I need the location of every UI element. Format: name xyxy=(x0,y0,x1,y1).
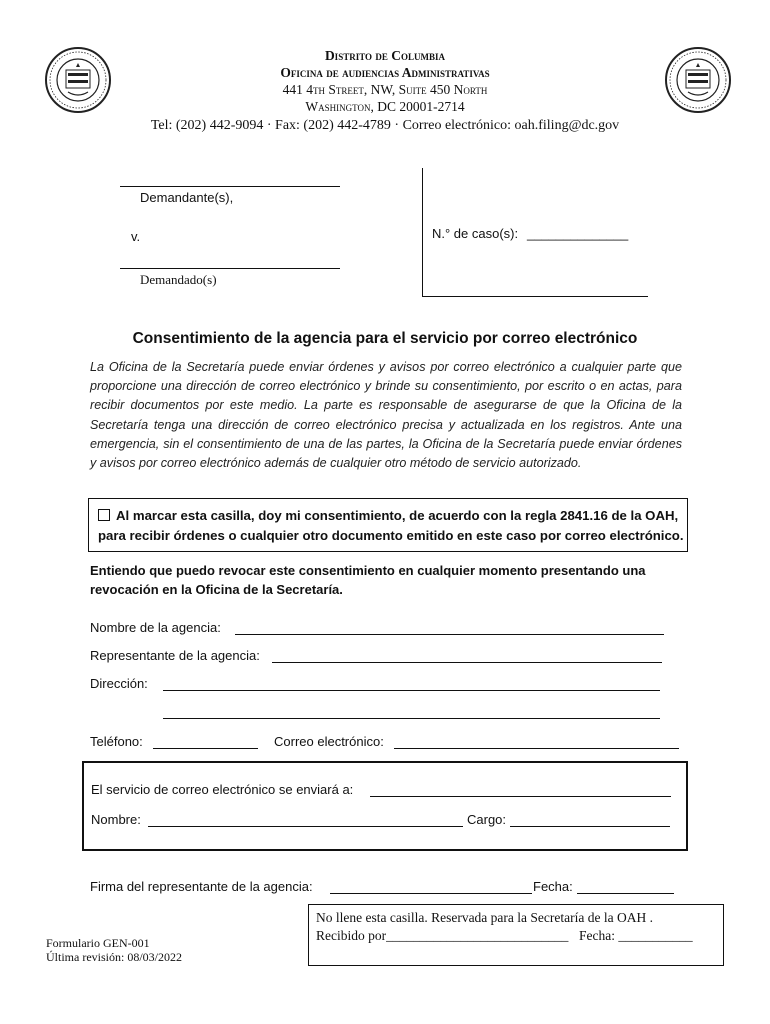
clerk-date: Fecha: ___________ xyxy=(579,928,693,943)
header-street: 441 4th Street, NW, Suite 450 North xyxy=(282,82,488,97)
case-number-field[interactable]: ______________ xyxy=(527,226,629,241)
address-field-1[interactable] xyxy=(163,690,660,691)
service-title-label: Cargo: xyxy=(467,812,507,827)
revocation-line-2: revocación en la Oficina de la Secretaría. xyxy=(90,582,343,597)
form-revision: Última revisión: 08/03/2022 xyxy=(46,950,182,964)
clerk-received: Recibido por___________________________ xyxy=(316,928,569,943)
consent-text-1: Al marcar esta casilla, doy mi consentimiento, de acuerdo con la regla 2841.16 de la OAH, xyxy=(116,508,679,523)
intro-paragraph: La Oficina de la Secretaría puede enviar órdenes y avisos por correo electrónico a cualquier parte que proporcione una dirección de correo electrónico y brinde su consentimiento, por escrito o en actas, para recibir documentos por este medio. La parte es responsable de asegurarse de que la Oficina de la Secretaría tenga una dirección de correo electrónico precisa y actualizada en los registros. Ante una emergencia, sin el consentimiento de una de las partes, la Oficina de la Secretaría puede enviar órdenes y avisos por correo electrónico además de cualquier otro método de servicio autorizado. xyxy=(90,360,682,471)
case-number-label: N.° de caso(s): xyxy=(432,226,519,241)
address-field-2[interactable] xyxy=(163,718,660,719)
send-to-field[interactable] xyxy=(370,796,671,797)
header-office: Oficina de audiencias Administrativas xyxy=(280,65,490,80)
phone-label: Teléfono: xyxy=(90,734,143,749)
signature-date-label: Fecha: xyxy=(533,879,573,894)
plaintiff-line xyxy=(120,186,340,187)
revocation-line-1: Entiendo que puedo revocar este consentimiento en cualquier momento presentando una xyxy=(90,563,646,578)
defendant-line xyxy=(120,268,340,269)
caption-bottom-line xyxy=(422,296,648,297)
signature-label: Firma del representante de la agencia: xyxy=(90,879,313,894)
email-service-box xyxy=(82,761,688,851)
consent-line-2: para recibir órdenes o cualquier otro documento emitido en este caso por correo electrónico. xyxy=(98,528,684,543)
service-name-label: Nombre: xyxy=(91,812,141,827)
service-title-field[interactable] xyxy=(510,826,670,827)
email-label: Correo electrónico: xyxy=(274,734,384,749)
consent-checkbox[interactable] xyxy=(98,509,110,521)
signature-date-field[interactable] xyxy=(577,893,674,894)
header-contact: Tel: (202) 442-9094 · Fax: (202) 442-4789 · Correo electrónico: oah.filing@dc.gov xyxy=(150,118,620,133)
agency-rep-field[interactable] xyxy=(272,662,662,663)
defendant-label: Demandado(s) xyxy=(140,272,217,287)
email-field[interactable] xyxy=(394,748,679,749)
plaintiff-label: Demandante(s), xyxy=(140,190,234,205)
consent-box xyxy=(88,498,688,552)
form-id: Formulario GEN-001 xyxy=(46,936,150,950)
header-district: Distrito de Columbia xyxy=(324,48,446,63)
caption-divider xyxy=(422,168,423,296)
versus-label: v. xyxy=(131,229,141,244)
signature-field[interactable] xyxy=(330,893,532,894)
consent-line-1 xyxy=(98,508,678,523)
agency-name-label: Nombre de la agencia: xyxy=(90,620,221,635)
form-title: Consentimiento de la agencia para el servicio por correo electrónico xyxy=(132,330,638,347)
agency-name-field[interactable] xyxy=(235,634,664,635)
send-to-label: El servicio de correo electrónico se enviará a: xyxy=(91,782,354,797)
phone-field[interactable] xyxy=(153,748,258,749)
agency-rep-label: Representante de la agencia: xyxy=(90,648,260,663)
address-label: Dirección: xyxy=(90,676,148,691)
clerk-note: No llene esta casilla. Reservada para la Secretaría de la OAH . xyxy=(316,910,653,925)
header-city: Washington, DC 20001-2714 xyxy=(305,99,465,114)
service-name-field[interactable] xyxy=(148,826,463,827)
